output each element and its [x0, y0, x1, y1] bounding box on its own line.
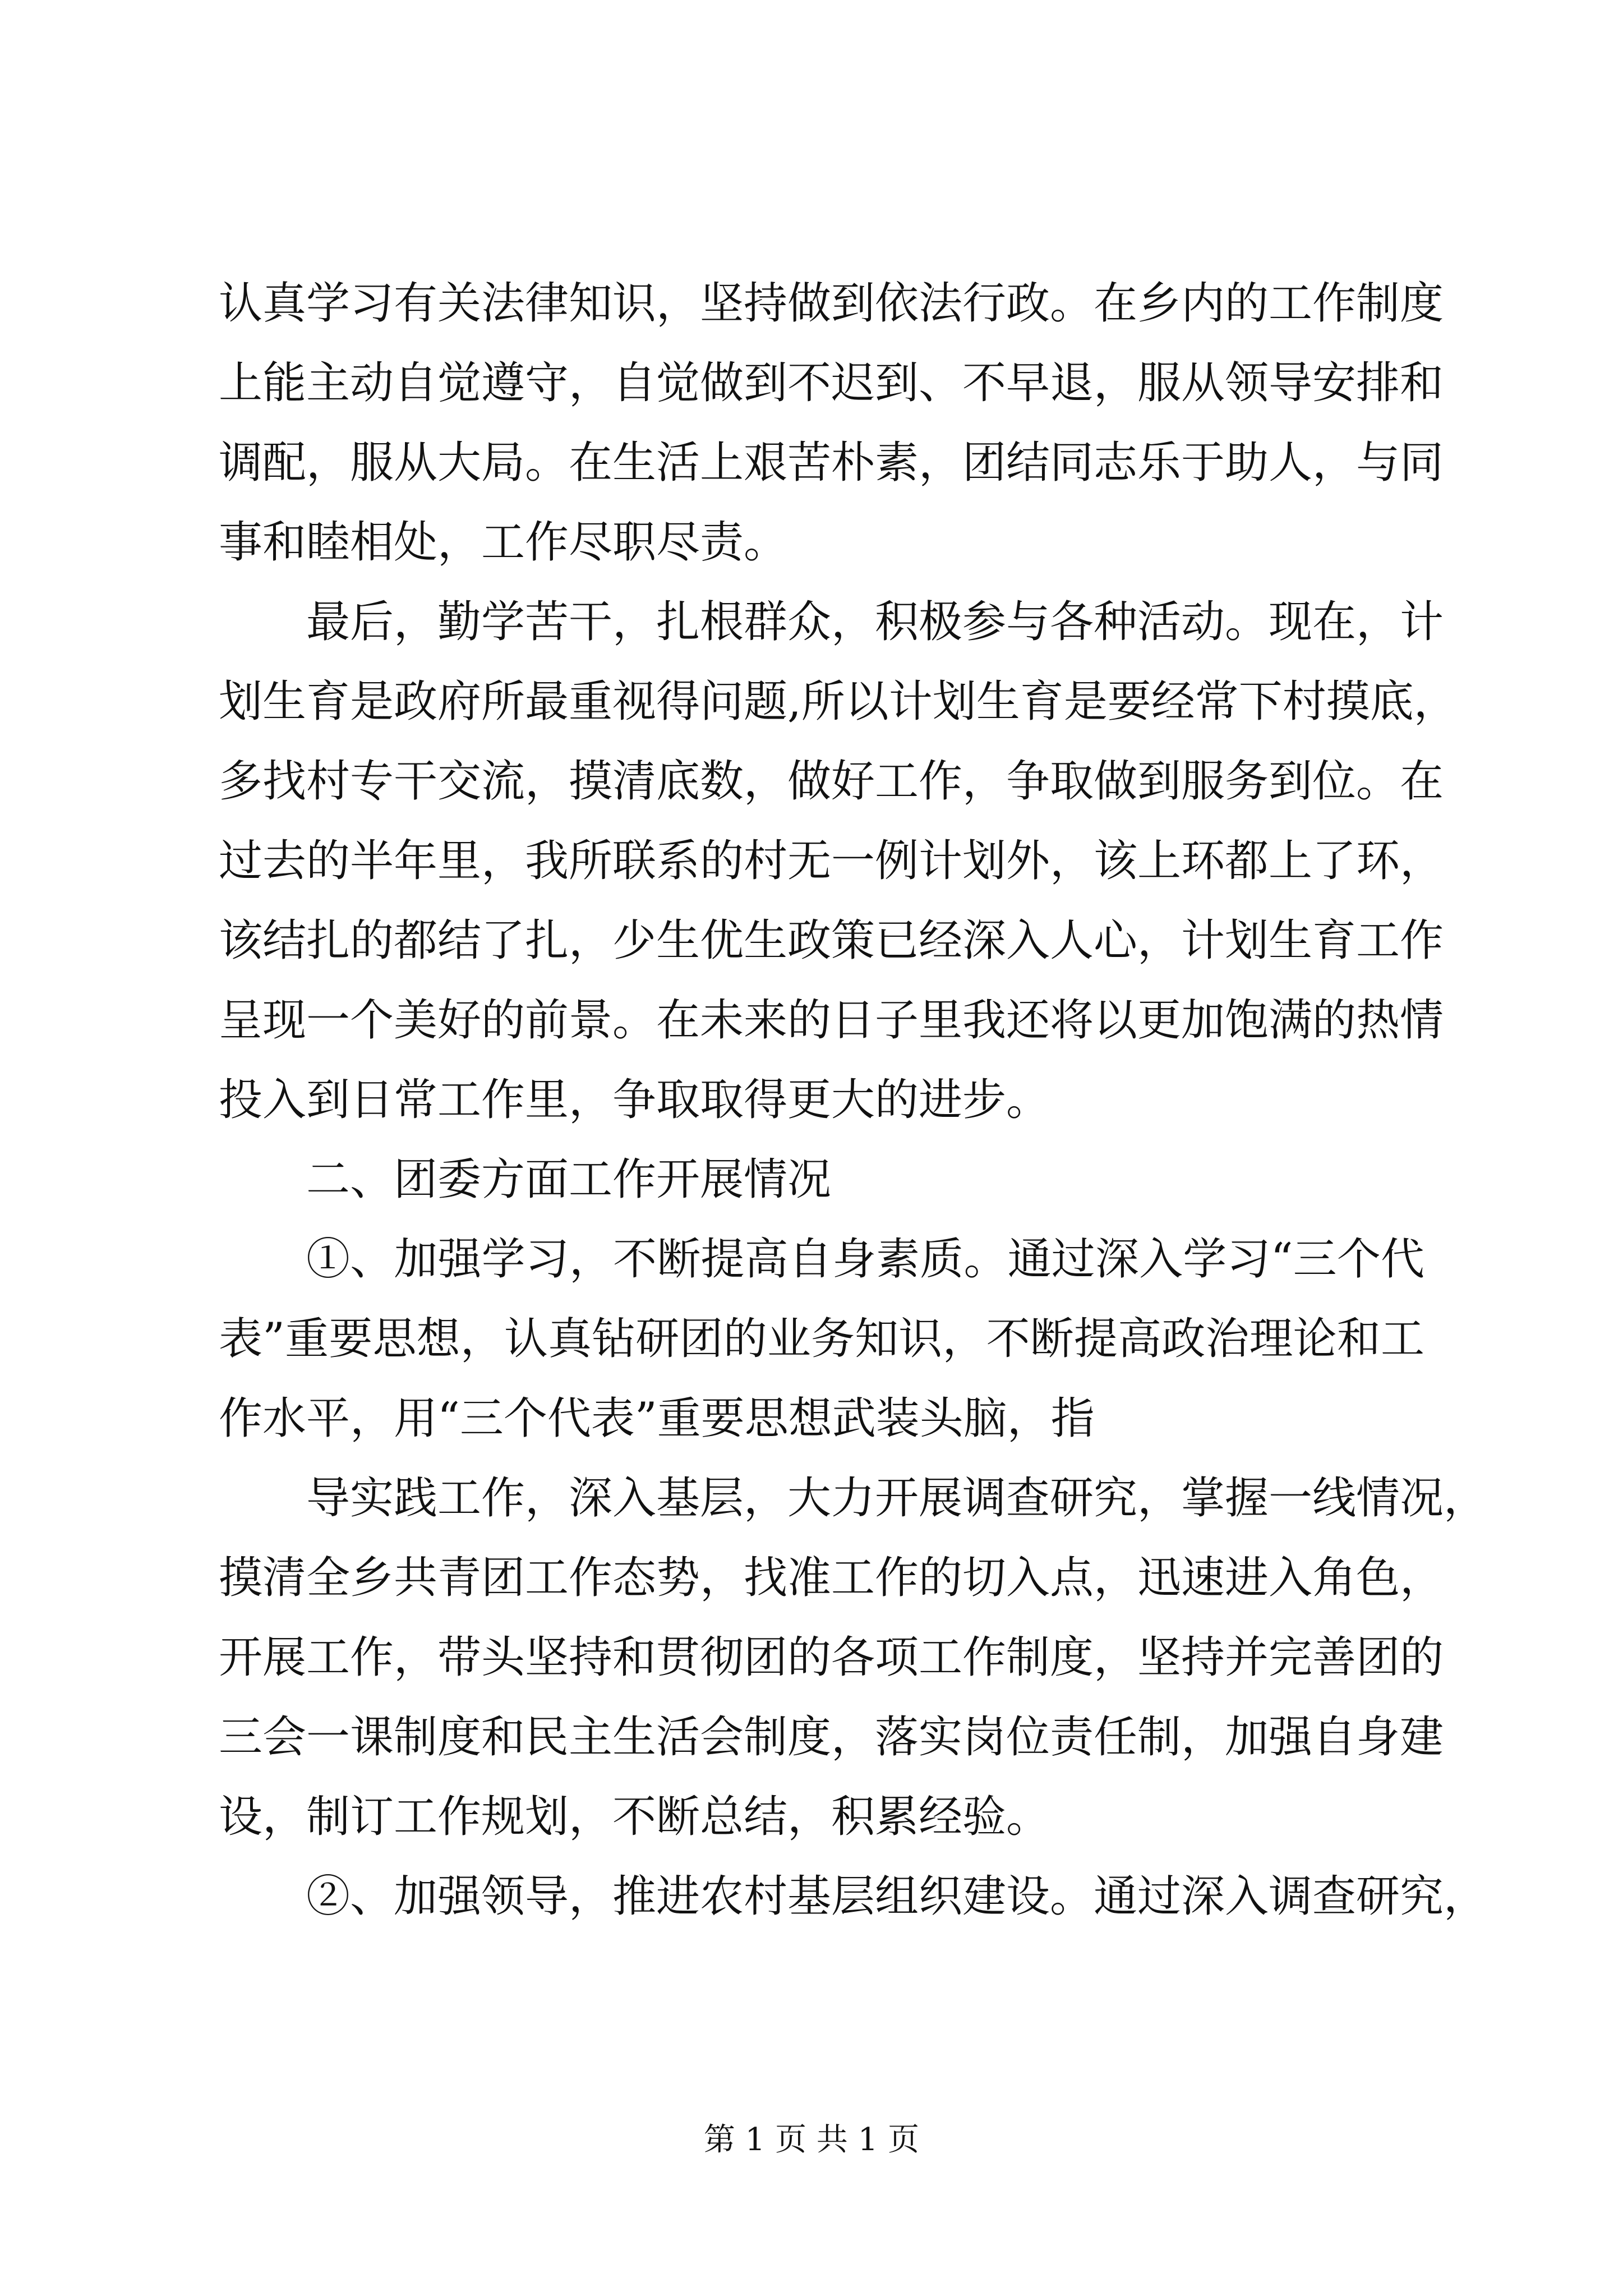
text-line: 该结扎的都结了扎，少生优生政策已经深入人心，计划生育工作 — [219, 915, 1444, 966]
text-line: 摸清全乡共青团工作态势，找准工作的切入点，迅速进入角色， — [219, 1553, 1444, 1603]
paragraph-start-line: 最后，勤学苦干，扎根群众，积极参与各种活动。现在，计 — [306, 597, 1444, 647]
document-body — [219, 264, 1488, 1936]
text-line: 表”重要思想，认真钻研团的业务知识，不断提高政治理论和工 — [219, 1314, 1424, 1364]
text-line: 设，制订工作规划，不断总结，积累经验。 — [219, 1792, 1050, 1842]
text-line: 多找村专干交流，摸清底数，做好工作，争取做到服务到位。在 — [219, 756, 1444, 807]
text-line: 上能主动自觉遵守，自觉做到不迟到、不早退，服从领导安排和 — [219, 358, 1444, 408]
section-heading: 二、团委方面工作开展情况 — [306, 1154, 832, 1205]
paragraph-start-line: ②、加强领导，推进农村基层组织建设。通过深入调查研究， — [306, 1871, 1488, 1922]
text-line: 认真学习有关法律知识，坚持做到依法行政。在乡内的工作制度 — [219, 278, 1444, 329]
text-line: 开展工作，带头坚持和贯彻团的各项工作制度，坚持并完善团的 — [219, 1632, 1444, 1683]
text-line: 作水平，用“三个代表”重要思想武装头脑，指 — [219, 1393, 1095, 1444]
text-line: 过去的半年里，我所联系的村无一例计划外，该上环都上了环， — [219, 836, 1444, 886]
paragraph-start-line: ①、加强学习，不断提高自身素质。通过深入学习“三个代 — [306, 1234, 1424, 1285]
text-line: 投入到日常工作里，争取取得更大的进步。 — [219, 1075, 1050, 1125]
paragraph-start-line: 导实践工作，深入基层，大力开展调查研究，掌握一线情况， — [306, 1473, 1488, 1524]
page-number-footer: 第 1 页 共 1 页 — [703, 2122, 920, 2158]
text-line: 划生育是政府所最重视得问题,所以计划生育是要经常下村摸底， — [219, 677, 1458, 727]
text-line: 三会一课制度和民主生活会制度，落实岗位责任制，加强自身建 — [219, 1712, 1444, 1763]
text-line: 调配，服从大局。在生活上艰苦朴素，团结同志乐于助人，与同 — [219, 438, 1444, 488]
text-line: 呈现一个美好的前景。在未来的日子里我还将以更加饱满的热情 — [219, 995, 1444, 1046]
text-line: 事和睦相处，工作尽职尽责。 — [219, 517, 788, 568]
